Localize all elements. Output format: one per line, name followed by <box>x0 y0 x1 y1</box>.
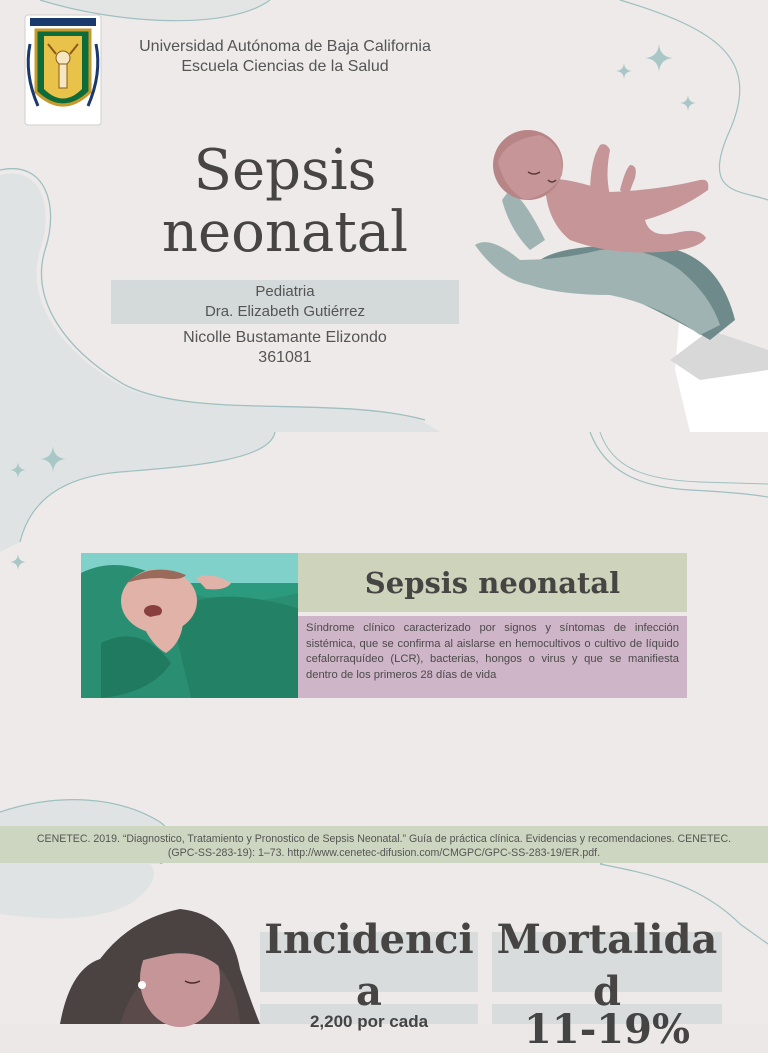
woman-illustration <box>60 909 260 1024</box>
citation-text: CENETEC. 2019. “Diagnostico, Tratamiento y Pronostico de Sepsis Neonatal.” Guía de práctica clínica. Evidencias y recomendaciones. CENETEC. (GPC-SS-283-19): 1–73. http://www.cenetec-difusion.com/CMGPC/GPC-SS-283-19/ER.pdf. <box>36 833 732 859</box>
sparkle-icon <box>645 44 673 72</box>
sparkle-icon <box>10 462 26 478</box>
newborn-photo <box>81 553 298 698</box>
baby-in-hand-illustration <box>470 120 768 432</box>
university-crest-logo <box>24 14 102 126</box>
course-box <box>111 280 459 324</box>
sparkle-icon <box>40 446 66 472</box>
definition-box <box>298 616 687 698</box>
sparkle-icon <box>616 63 632 79</box>
incidence-title-2: a <box>356 968 382 1015</box>
title-line-2: neonatal <box>161 200 409 265</box>
title-slide <box>0 0 768 432</box>
definition-heading: Sepsis neonatal <box>364 565 621 600</box>
student-name: Nicolle Bustamante Elizondo <box>183 329 387 346</box>
subject-text: Pediatria <box>255 283 315 300</box>
university-name: Universidad Autónoma de Baja California <box>139 38 431 55</box>
definition-slide <box>0 432 768 864</box>
sparkle-icon <box>680 95 696 111</box>
statistics-slide <box>0 864 768 1053</box>
mortality-title-2: d <box>593 968 621 1015</box>
incidence-title-1: Incidenci <box>264 916 474 963</box>
student-id: 361081 <box>258 349 312 366</box>
definition-text: Síndrome clínico caracterizado por signos y síntomas de infección sistémica, que se confirma al aislarse en hemocultivos o cultivo de líquido cefalorraquídeo (LCR), bacterias, hongos o virus y que se manifiesta dentro de los primeros 28 días de vida <box>306 622 679 681</box>
school-name: Escuela Ciencias de la Salud <box>181 58 389 75</box>
title-line-1: Sepsis <box>193 138 377 203</box>
heading-box <box>298 553 687 612</box>
citation-bar <box>0 826 768 863</box>
sparkle-icon <box>10 554 26 570</box>
mortality-value: 11-19% <box>524 1006 690 1053</box>
incidence-value: 2,200 por cada <box>309 1012 429 1031</box>
teacher-text: Dra. Elizabeth Gutiérrez <box>204 303 366 320</box>
mortality-title-1: Mortalida <box>496 916 718 963</box>
